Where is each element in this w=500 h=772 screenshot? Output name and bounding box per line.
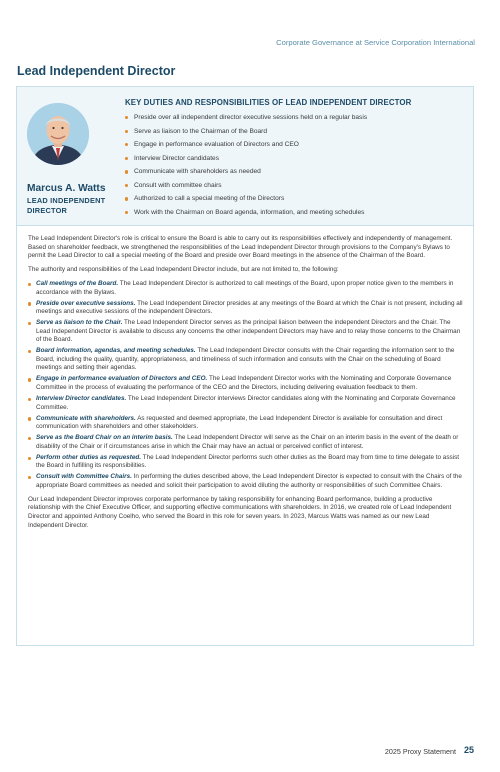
item-lead: Consult with Committee Chairs. (36, 473, 132, 481)
item-text: As requested and deemed appropriate, the Lead Independent Director is available for consultation and direct communication with shareholders and other stakeholders. (36, 414, 443, 431)
authority-list (28, 280, 464, 491)
closing-paragraph: Our Lead Independent Director improves corporate performance by taking responsibility for enhancing Board performance, building a productive relationship with the Chief Executive Officer, and supporting effective communications with shareholders. In 2016, we created role of Lead Independent Director and appointed Anthony Coelho, who served the Board in this role for seven years. In 2023, Marcus Watts was named as our new Lead Independent Director. (28, 495, 452, 529)
feature-box (17, 87, 473, 226)
item-lead: Perform other duties as requested. (36, 453, 142, 461)
duty-item: Interview Director candidates (125, 152, 367, 166)
duty-item: Engage in performance evaluation of Directors and CEO (125, 138, 367, 152)
intro-paragraph: The Lead Independent Director's role is critical to ensure the Board is able to carry out its responsibilities effectively and independently of management. Based on shareholder feedback, we strengthened the responsibilities of the Lead Independent Director through provisions to the Company's Bylaws to permit the Lead Director to call a special meeting of the Board and preside over Board meetings in the absence of the Chairman of the Board. (28, 235, 453, 260)
list-item (28, 347, 464, 373)
duties-heading: KEY DUTIES AND RESPONSIBILITIES OF LEAD INDEPENDENT DIRECTOR (125, 98, 412, 107)
body-text (28, 235, 464, 535)
list-item (28, 395, 464, 412)
list-item (28, 454, 464, 471)
portrait-image (27, 103, 89, 165)
item-text: The Lead Independent Director interviews Director candidates along with the Nominating and Corporate Governance Committee. (36, 395, 456, 411)
page-number: 25 (463, 745, 474, 755)
footer-doc-title: 2025 Proxy Statement (384, 747, 456, 756)
list-item (28, 300, 464, 317)
list-item (28, 415, 464, 432)
authority-intro: The authority and responsibilities of the Lead Independent Director include, but are not limited to, the following: (28, 266, 339, 274)
list-item (28, 375, 464, 392)
duty-item: Work with the Chairman on Board agenda, information, and meeting schedules (125, 206, 367, 220)
item-lead: Engage in performance evaluation of Directors and CEO. (36, 375, 208, 383)
item-text: The Lead Independent Director consults with the Chair regarding the information sent to the Board, including the quality, quantity, appropriateness, and timeliness of such information and consults with the Chair on the scheduling of Board meetings and setting their agendas. (36, 347, 455, 372)
director-role: LEAD INDEPENDENT DIRECTOR (27, 196, 106, 215)
director-photo (27, 103, 89, 165)
duty-item: Preside over all independent director executive sessions held on a regular basis (125, 111, 367, 125)
duty-item: Authorized to call a special meeting of the Directors (125, 192, 367, 206)
item-text: The Lead Independent Director performs such other duties as the Board may from time to time delegate to assist the Board in fulfilling its responsibilities. (36, 453, 460, 470)
director-name: Marcus A. Watts (27, 183, 106, 194)
content-panel (16, 86, 474, 646)
item-text: The Lead Independent Director is authorized to call meetings of the Board, upon proper notice given to the members in accordance with the Bylaws. (36, 279, 454, 296)
list-item (28, 280, 464, 297)
item-text: The Lead Independent Director will serve as the Chair on an interim basis in the event of the death or disability of the Chair or if circumstances arise in which the Chair may have an actual or perceived conflict of interest. (36, 434, 459, 450)
item-lead: Interview Director candidates. (36, 395, 127, 403)
item-text: The Lead Independent Director presides at any meetings of the Board at which the Chair is not present, including all meetings and executive sessions of the independent Directors. (36, 299, 463, 316)
item-lead: Preside over executive sessions. (36, 299, 136, 307)
duties-list (125, 111, 367, 219)
list-item (28, 319, 464, 345)
item-text: The Lead Independent Director serves as the principal liaison between the independent Directors and the Chair. The Lead Independent Director is available to discuss any concerns the other independent Directors may have and to relay those concerns to the Chairman of the Board. (36, 319, 461, 344)
item-lead: Call meetings of the Board. (36, 279, 119, 287)
item-lead: Board information, agendas, and meeting schedules. (36, 347, 196, 355)
duty-item: Consult with committee chairs (125, 179, 367, 193)
item-lead: Communicate with shareholders. (36, 414, 136, 422)
item-lead: Serve as liaison to the Chair. (36, 319, 123, 327)
list-item (28, 434, 464, 451)
page-title: Lead Independent Director (17, 64, 176, 78)
item-lead: Serve as the Board Chair on an interim basis. (36, 434, 173, 442)
header-section-title: Corporate Governance at Service Corporation International (276, 38, 475, 47)
list-item (28, 473, 464, 490)
duty-item: Serve as liaison to the Chairman of the Board (125, 125, 367, 139)
duty-item: Communicate with shareholders as needed (125, 165, 367, 179)
item-text: In performing the duties described above, the Lead Independent Director is expected to consult with the Chairs of the appropriate Board committees as needed and solicit their participation to avoid diluting the authority or responsibilities of such Committee Chairs. (36, 473, 462, 489)
item-text: The Lead Independent Director works with the Nominating and Corporate Governance Committee in the process of evaluating the performance of the CEO and the Directors, including delivering evaluation feedback to them. (36, 375, 452, 391)
